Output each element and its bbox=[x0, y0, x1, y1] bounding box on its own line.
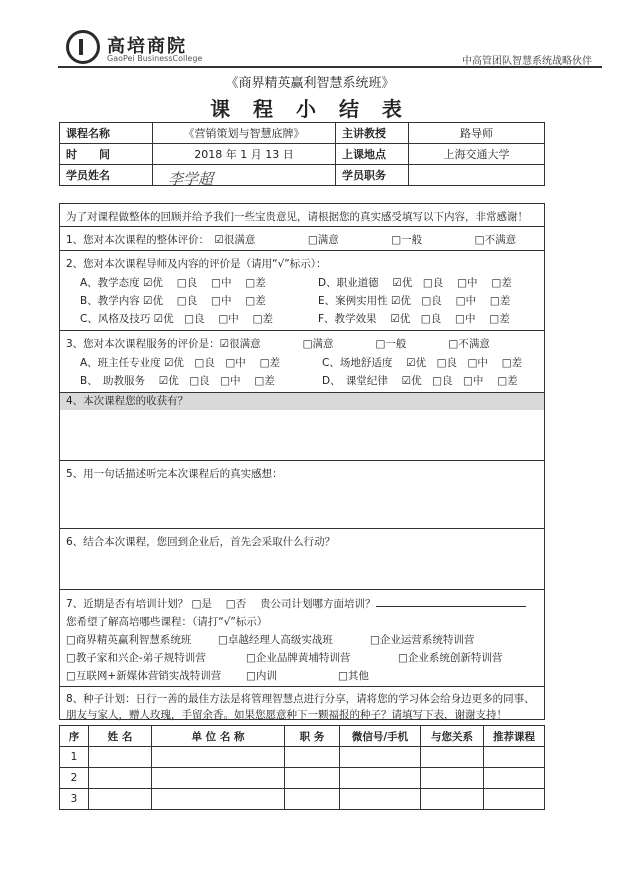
place-label: 上课地点 bbox=[336, 144, 409, 165]
row-index: 3 bbox=[60, 789, 89, 810]
q3-d[interactable]: D、 课堂纪律 ☑优 □良 □中 □差 bbox=[322, 375, 518, 387]
course-option-1[interactable]: □商界精英赢利智慧系统班 bbox=[66, 634, 192, 646]
intro-text: 为了对课程做整体的回顾并给予我们一些宝贵意见，请根据您的真实感受填写以下内容，非常感谢！ bbox=[66, 211, 528, 223]
col-course: 推荐课程 bbox=[484, 726, 545, 747]
table-row bbox=[60, 747, 545, 768]
course-value[interactable]: 《营销策划与智慧底牌》 bbox=[153, 123, 336, 144]
time-value[interactable]: 2018 年 1 月 13 日 bbox=[153, 144, 336, 165]
q3-c[interactable]: C、场地舒适度 ☑优 □良 □中 □差 bbox=[322, 357, 523, 369]
col-position: 职 务 bbox=[285, 726, 340, 747]
cell[interactable] bbox=[89, 768, 152, 789]
row-index: 2 bbox=[60, 768, 89, 789]
col-index: 序 bbox=[60, 726, 89, 747]
cell[interactable] bbox=[285, 747, 340, 768]
course-option-8[interactable]: □内训 bbox=[246, 670, 277, 682]
col-name: 姓 名 bbox=[89, 726, 152, 747]
brand-name-en: GaoPei BusinessCollege bbox=[107, 54, 203, 63]
q2-e[interactable]: E、案例实用性 ☑优 □良 □中 □差 bbox=[318, 295, 511, 307]
survey-box bbox=[59, 203, 545, 720]
q2-c[interactable]: C、风格及技巧 ☑优 □良 □中 □差 bbox=[80, 313, 274, 325]
q2-title: 2、您对本次课程导师及内容的评价是（请用“√”标示）： bbox=[66, 258, 327, 270]
logo-icon bbox=[66, 30, 100, 64]
course-option-4[interactable]: □教子家和兴企-弟子规特训营 bbox=[66, 652, 206, 664]
q7-text: 7、近期是否有培训计划？ □是 □否 贵公司计划哪方面培训？ bbox=[66, 598, 376, 610]
q2-d[interactable]: D、职业道德 ☑优 □良 □中 □差 bbox=[318, 277, 512, 289]
time-label: 时 间 bbox=[60, 144, 153, 165]
col-wechat: 微信号/手机 bbox=[340, 726, 421, 747]
cell[interactable] bbox=[421, 747, 484, 768]
cell[interactable] bbox=[421, 789, 484, 810]
brand-name: 高培商院 bbox=[107, 36, 187, 57]
course-option-6[interactable]: □企业系统创新特训营 bbox=[398, 652, 503, 664]
cell[interactable] bbox=[152, 789, 285, 810]
q2-a[interactable]: A、教学态度 ☑优 □良 □中 □差 bbox=[80, 277, 266, 289]
q6-heading: 6、结合本次课程，您回到企业后，首先会采取什么行动？ bbox=[66, 536, 336, 548]
q7-training-plan[interactable] bbox=[66, 596, 526, 611]
position-label: 学员职务 bbox=[336, 165, 409, 186]
cell[interactable] bbox=[484, 768, 545, 789]
prof-value[interactable]: 路导师 bbox=[409, 123, 545, 144]
cell[interactable] bbox=[152, 747, 285, 768]
cell[interactable] bbox=[340, 789, 421, 810]
q8-line2: 朋友与家人，赠人玫瑰，手留余香。如果您愿意种下一颗福报的种子？请填写下表，谢谢支持！ bbox=[66, 709, 507, 721]
cell[interactable] bbox=[89, 789, 152, 810]
table-row bbox=[60, 768, 545, 789]
referral-table bbox=[59, 725, 545, 810]
student-signature: 李学超 bbox=[168, 170, 214, 188]
course-option-5[interactable]: □企业品牌黄埔特训营 bbox=[246, 652, 351, 664]
q8-line1: 8、种子计划：日行一善的最佳方法是将管理智慧点进行分享，请将您的学习体会给身边更多的同事、 bbox=[66, 693, 535, 705]
course-option-7[interactable]: □互联网+新媒体营销实战特训营 bbox=[66, 670, 222, 682]
course-series: 《商界精英赢利智慧系统班》 bbox=[225, 76, 395, 91]
course-label: 课程名称 bbox=[60, 123, 153, 144]
course-info-table bbox=[59, 122, 545, 186]
col-company: 单 位 名 称 bbox=[152, 726, 285, 747]
cell[interactable] bbox=[484, 789, 545, 810]
cell[interactable] bbox=[340, 768, 421, 789]
cell[interactable] bbox=[421, 768, 484, 789]
col-relation: 与您关系 bbox=[421, 726, 484, 747]
q7-course-wish: 您希望了解高培哪些课程：（请打“√”标示） bbox=[66, 616, 268, 628]
cell[interactable] bbox=[89, 747, 152, 768]
cell[interactable] bbox=[285, 768, 340, 789]
q3-title[interactable]: 3、您对本次课程服务的评价是：☑很满意 □满意 □一般 □不满意 bbox=[66, 338, 490, 350]
student-label: 学员姓名 bbox=[60, 165, 153, 186]
q3-a[interactable]: A、班主任专业度 ☑优 □良 □中 □差 bbox=[80, 357, 281, 369]
course-option-9[interactable]: □其他 bbox=[338, 670, 369, 682]
position-value[interactable] bbox=[409, 165, 545, 186]
row-index: 1 bbox=[60, 747, 89, 768]
page-title: 课 程 小 结 表 bbox=[210, 97, 410, 121]
q4-heading: 4、本次课程您的收获有？ bbox=[60, 393, 544, 410]
cell[interactable] bbox=[152, 768, 285, 789]
table-row bbox=[60, 789, 545, 810]
q1-overall[interactable]: 1、您对本次课程的整体评价： ☑很满意 □满意 □一般 □不满意 bbox=[66, 234, 517, 246]
q3-b[interactable]: B、 助教服务 ☑优 □良 □中 □差 bbox=[80, 375, 275, 387]
tagline: 中高管团队智慧系统战略伙伴 bbox=[462, 56, 592, 67]
prof-label: 主讲教授 bbox=[336, 123, 409, 144]
q2-f[interactable]: F、教学效果 ☑优 □良 □中 □差 bbox=[318, 313, 510, 325]
training-field[interactable] bbox=[376, 606, 526, 607]
header-divider bbox=[58, 66, 602, 68]
place-value[interactable]: 上海交通大学 bbox=[409, 144, 545, 165]
cell[interactable] bbox=[285, 789, 340, 810]
course-option-2[interactable]: □卓越经理人高级实战班 bbox=[218, 634, 333, 646]
cell[interactable] bbox=[484, 747, 545, 768]
cell[interactable] bbox=[340, 747, 421, 768]
q5-heading: 5、用一句话描述听完本次课程后的真实感想： bbox=[66, 468, 283, 480]
q2-b[interactable]: B、教学内容 ☑优 □良 □中 □差 bbox=[80, 295, 266, 307]
course-option-3[interactable]: □企业运营系统特训营 bbox=[370, 634, 475, 646]
